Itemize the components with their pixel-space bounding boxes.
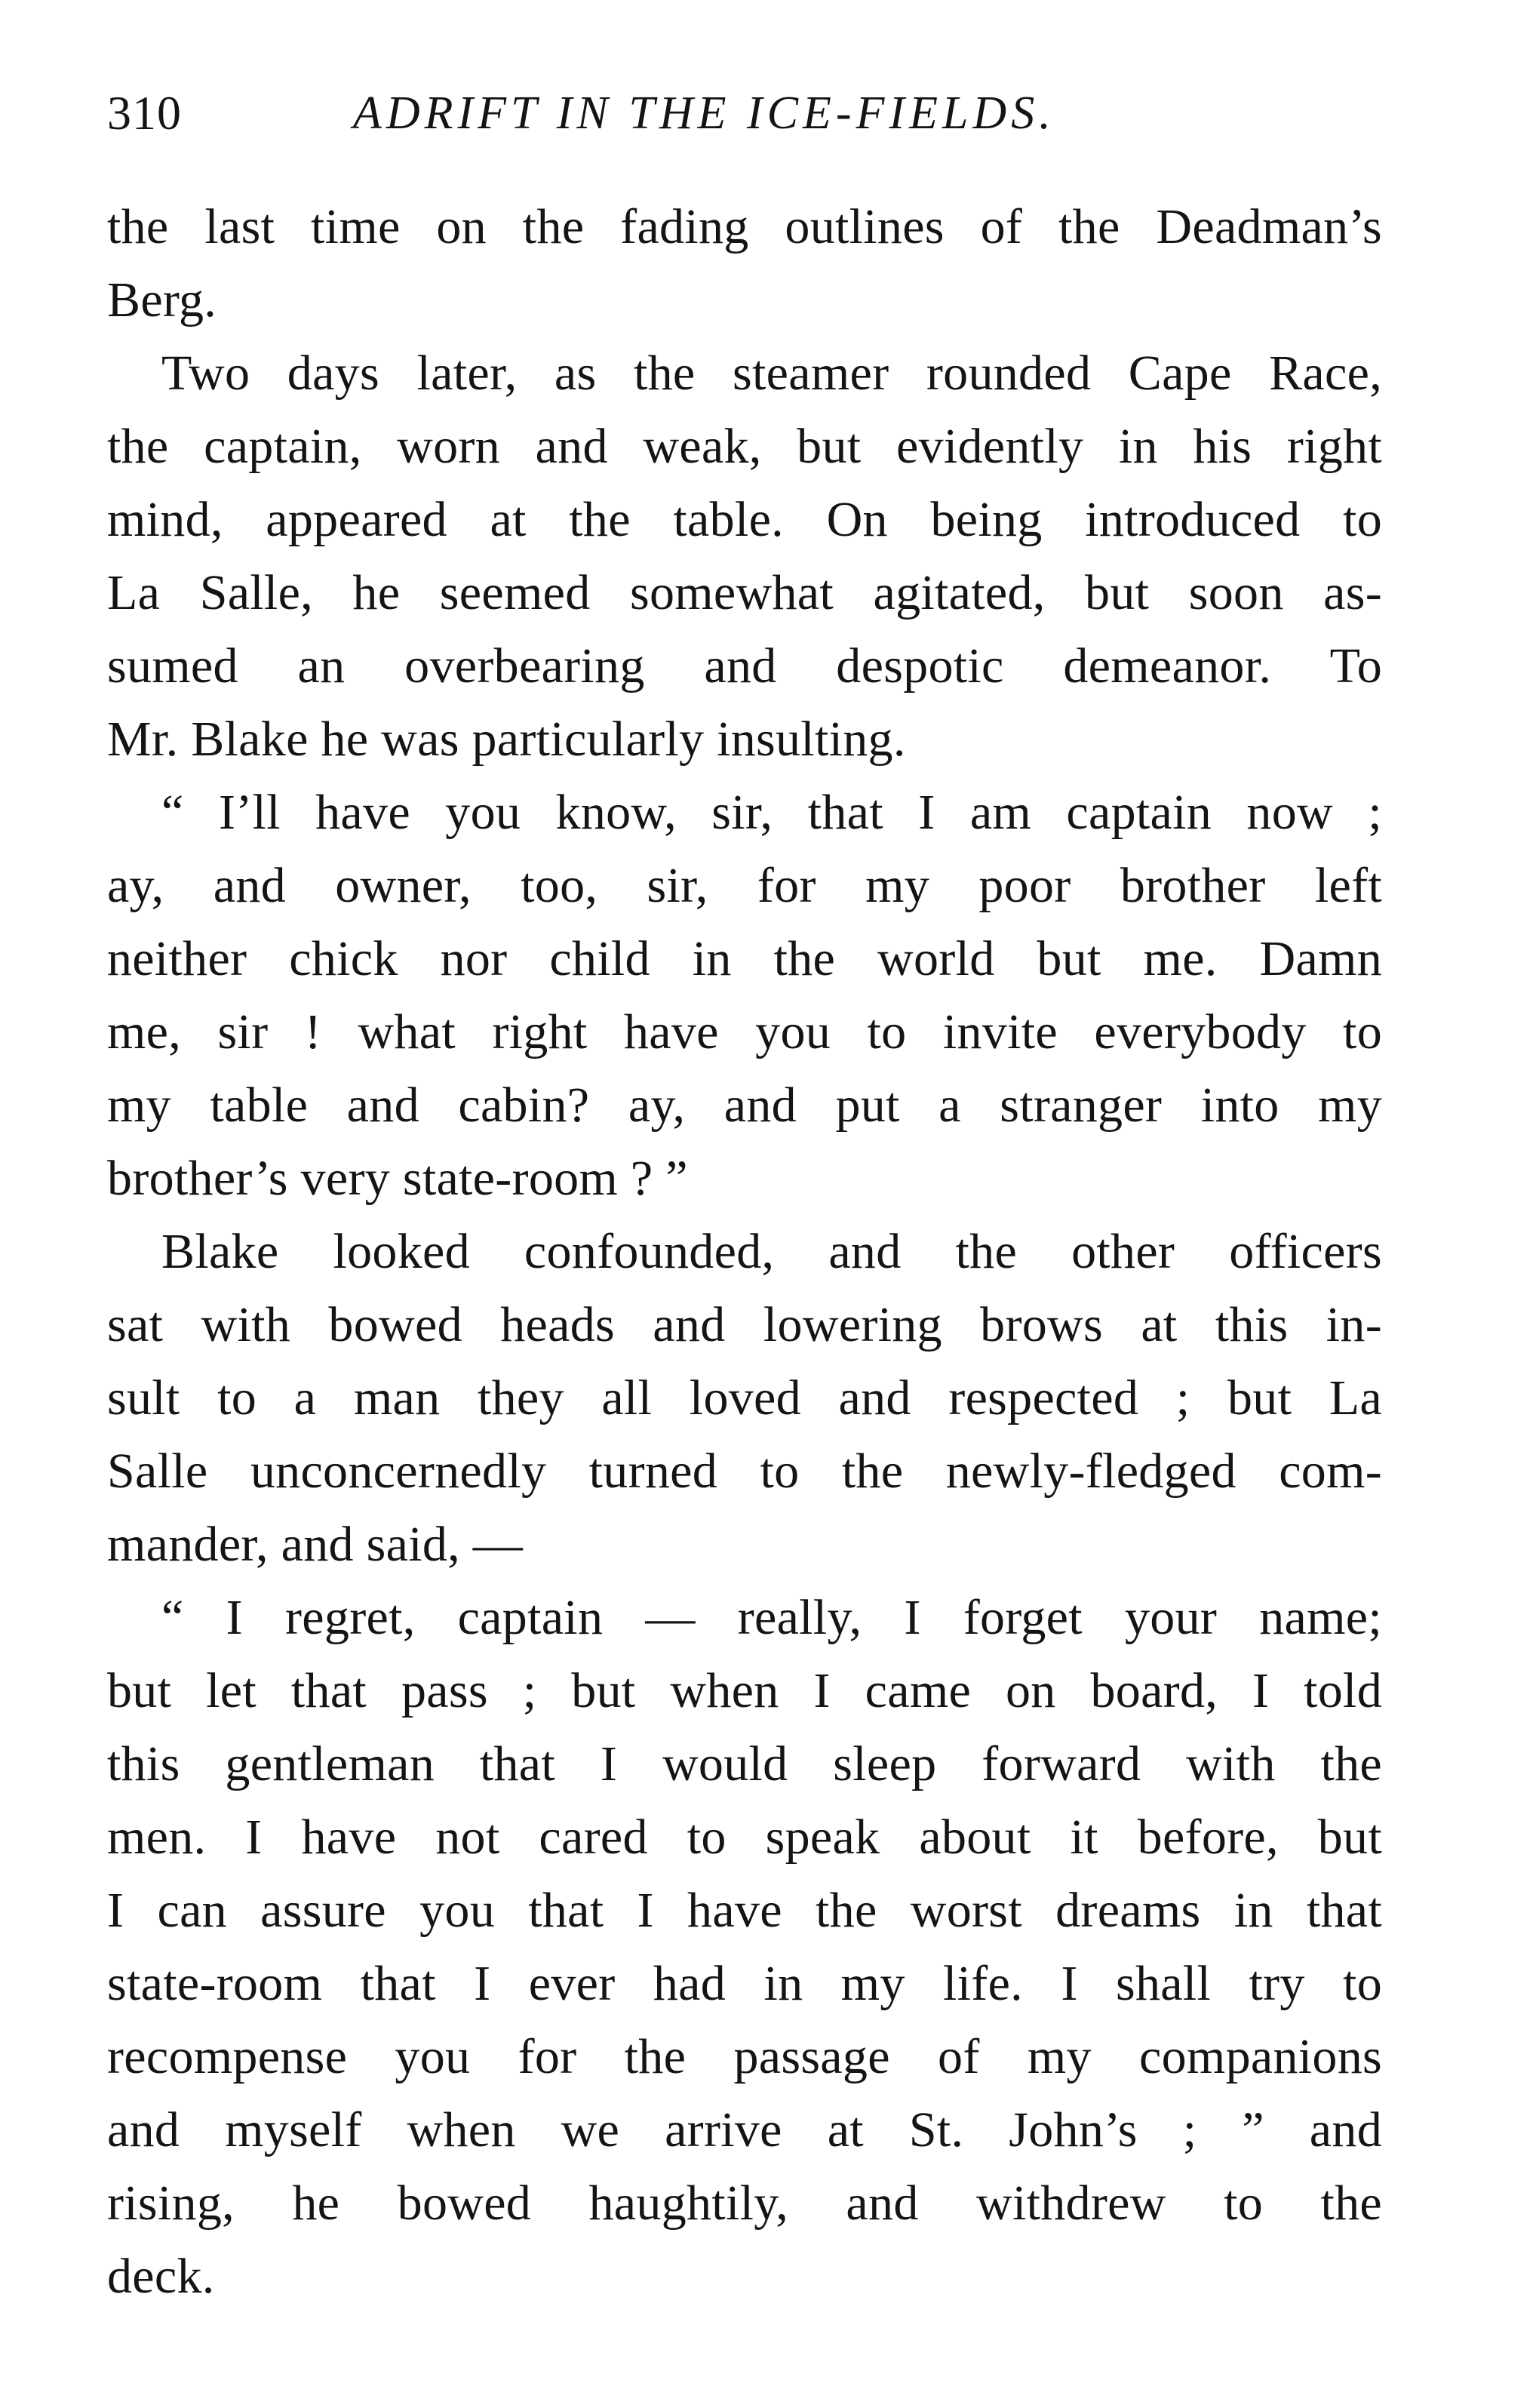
text-line: sumed an overbearing and despotic demeanor. To [107,638,1382,693]
text-line: mind, appeared at the table. On being introduced to [107,492,1382,547]
text-line: state-room that I ever had in my life. I shall try to [107,1956,1382,2011]
text-line: “ I regret, captain — really, I forget your name; [161,1590,1382,1645]
text-line: the captain, worn and weak, but evidently in his right [107,419,1382,474]
text-line: and myself when we arrive at St. John’s ; ” and [107,2102,1382,2157]
text-line: sat with bowed heads and lowering brows at this in- [107,1297,1382,1352]
text-line: brother’s very state-room ? ” [107,1151,688,1206]
text-line: me, sir ! what right have you to invite everybody to [107,1004,1382,1059]
body-text [107,190,1382,2313]
text-line: La Salle, he seemed somewhat agitated, but soon as- [107,565,1382,620]
text-line: this gentleman that I would sleep forward with the [107,1736,1382,1791]
text-line: Blake looked confounded, and the other officers [161,1224,1382,1279]
text-line: Salle unconcernedly turned to the newly-fledged com- [107,1444,1382,1499]
text-line: mander, and said, — [107,1517,524,1572]
page-header [107,83,1382,143]
text-line: recompense you for the passage of my companions [107,2029,1382,2084]
text-line: my table and cabin? ay, and put a stranger into my [107,1078,1382,1133]
text-line: ay, and owner, too, sir, for my poor brother left [107,858,1382,913]
running-head: ADRIFT IN THE ICE-FIELDS. [353,88,1055,139]
text-line: but let that pass ; but when I came on board, I told [107,1663,1382,1718]
text-line: Mr. Blake he was particularly insulting. [107,712,906,767]
text-line: Berg. [107,272,217,328]
text-line: rising, he bowed haughtily, and withdrew to the [107,2176,1382,2231]
page-number: 310 [107,86,182,140]
text-line: Two days later, as the steamer rounded Cape Race, [161,346,1382,401]
text-line: “ I’ll have you know, sir, that I am captain now ; [161,785,1382,840]
text-line: deck. [107,2249,215,2304]
text-line: I can assure you that I have the worst dreams in that [107,1883,1382,1938]
text-line: sult to a man they all loved and respected ; but La [107,1370,1382,1425]
text-line: the last time on the fading outlines of the Deadman’s [107,199,1382,254]
text-line: men. I have not cared to speak about it before, but [107,1810,1382,1865]
text-line: neither chick nor child in the world but me. Damn [107,931,1382,986]
